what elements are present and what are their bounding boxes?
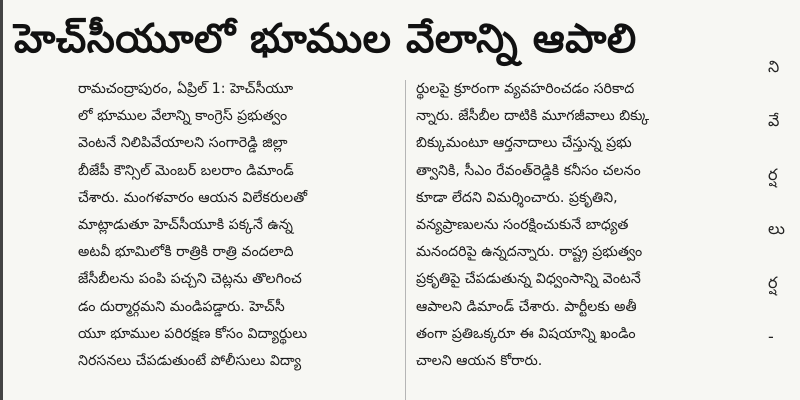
article-line: డం దుర్మార్గమని మండిపడ్డారు. హెచ్‌సీ (78, 298, 285, 315)
article-headline: హెచ్‌సీయూలో భూముల వేలాన్ని ఆపాలి (14, 16, 637, 62)
cropped-fragment: - (768, 327, 774, 346)
article-line: వన్యప్రాణులను సంరక్షించుకునే బాధ్యత (416, 216, 629, 233)
article-line: చేశారు. మంగళవారం ఆయన విలేకరులతో (78, 189, 308, 206)
column-divider (405, 80, 406, 400)
article-line: నిరసనలు చేపడుతుంటే పోలీసులు విద్యా (78, 352, 302, 369)
article-line: చాలని ఆయన కోరారు. (416, 352, 543, 369)
cropped-fragment: ర్ష (768, 165, 778, 184)
article-line: జేసీబీలను పంపి పచ్చని చెట్లను తొలగించ (78, 271, 302, 288)
cropped-fragment: లు (768, 219, 785, 238)
cropped-fragment: వే (768, 111, 780, 130)
article-line: ఆపాలని డిమాండ్ చేశారు. పార్టీలకు అతీ (416, 298, 637, 315)
article-line: మనందరిపై ఉన్నదన్నారు. రాష్ట్ర ప్రభుత్వం (416, 244, 643, 261)
article-line: వెంటనే నిలిపివేయాలని సంగారెడ్డి జిల్లా (78, 135, 288, 152)
article-line: బిక్కుమంటూ ఆర్తనాదాలు చేస్తున్న ప్రభు (416, 135, 632, 152)
article-line: న్నారు. జేసీబీల దాటికి మూగజీవాలు బిక్కు (416, 108, 650, 125)
article-line: రామచంద్రాపురం, ఏప్రిల్ 1: హెచ్‌సీయూ (78, 81, 294, 97)
article-line: ప్రకృతిపై చేపడుతున్న విధ్వంసాన్ని వెంటనే (416, 271, 641, 288)
article-line: ర్థులపై క్రూరంగా వ్యవహరించడం సరికాద (416, 81, 635, 97)
article-line: యూ భూముల పరిరక్షణ కోసం విద్యార్థులు (78, 325, 308, 342)
article-line: బీజేపీ కౌన్సిల్ మెంబర్ బలరాం డిమాండ్ (78, 162, 294, 179)
article-column-1 (78, 76, 396, 400)
article-line: త్వానికి, సీఎం రేవంత్‌రెడ్డికి కనీసం చలనం (416, 162, 641, 179)
article-line: తంగా ప్రతిఒక్కరూ ఈ విషయాన్ని ఖండిం (416, 325, 636, 342)
article-line: లో భూముల వేలాన్ని కాంగ్రెస్ ప్రభుత్వం (78, 108, 288, 125)
article-line: అటవీ భూమిలోకి రాత్రికి రాత్రి వందలాది (78, 244, 294, 261)
article-line: మాట్లాడుతూ హెచ్‌సీయూకి పక్కనే ఉన్న (78, 216, 293, 233)
left-border-rule (0, 0, 3, 400)
article-column-2 (416, 76, 742, 400)
cropped-fragment: ని (768, 57, 780, 76)
article-line: కూడా లేదని విమర్శించారు. ప్రకృతిని, (416, 189, 618, 206)
cropped-adjacent-column (768, 40, 800, 400)
cropped-fragment: ర్ష (768, 273, 778, 292)
